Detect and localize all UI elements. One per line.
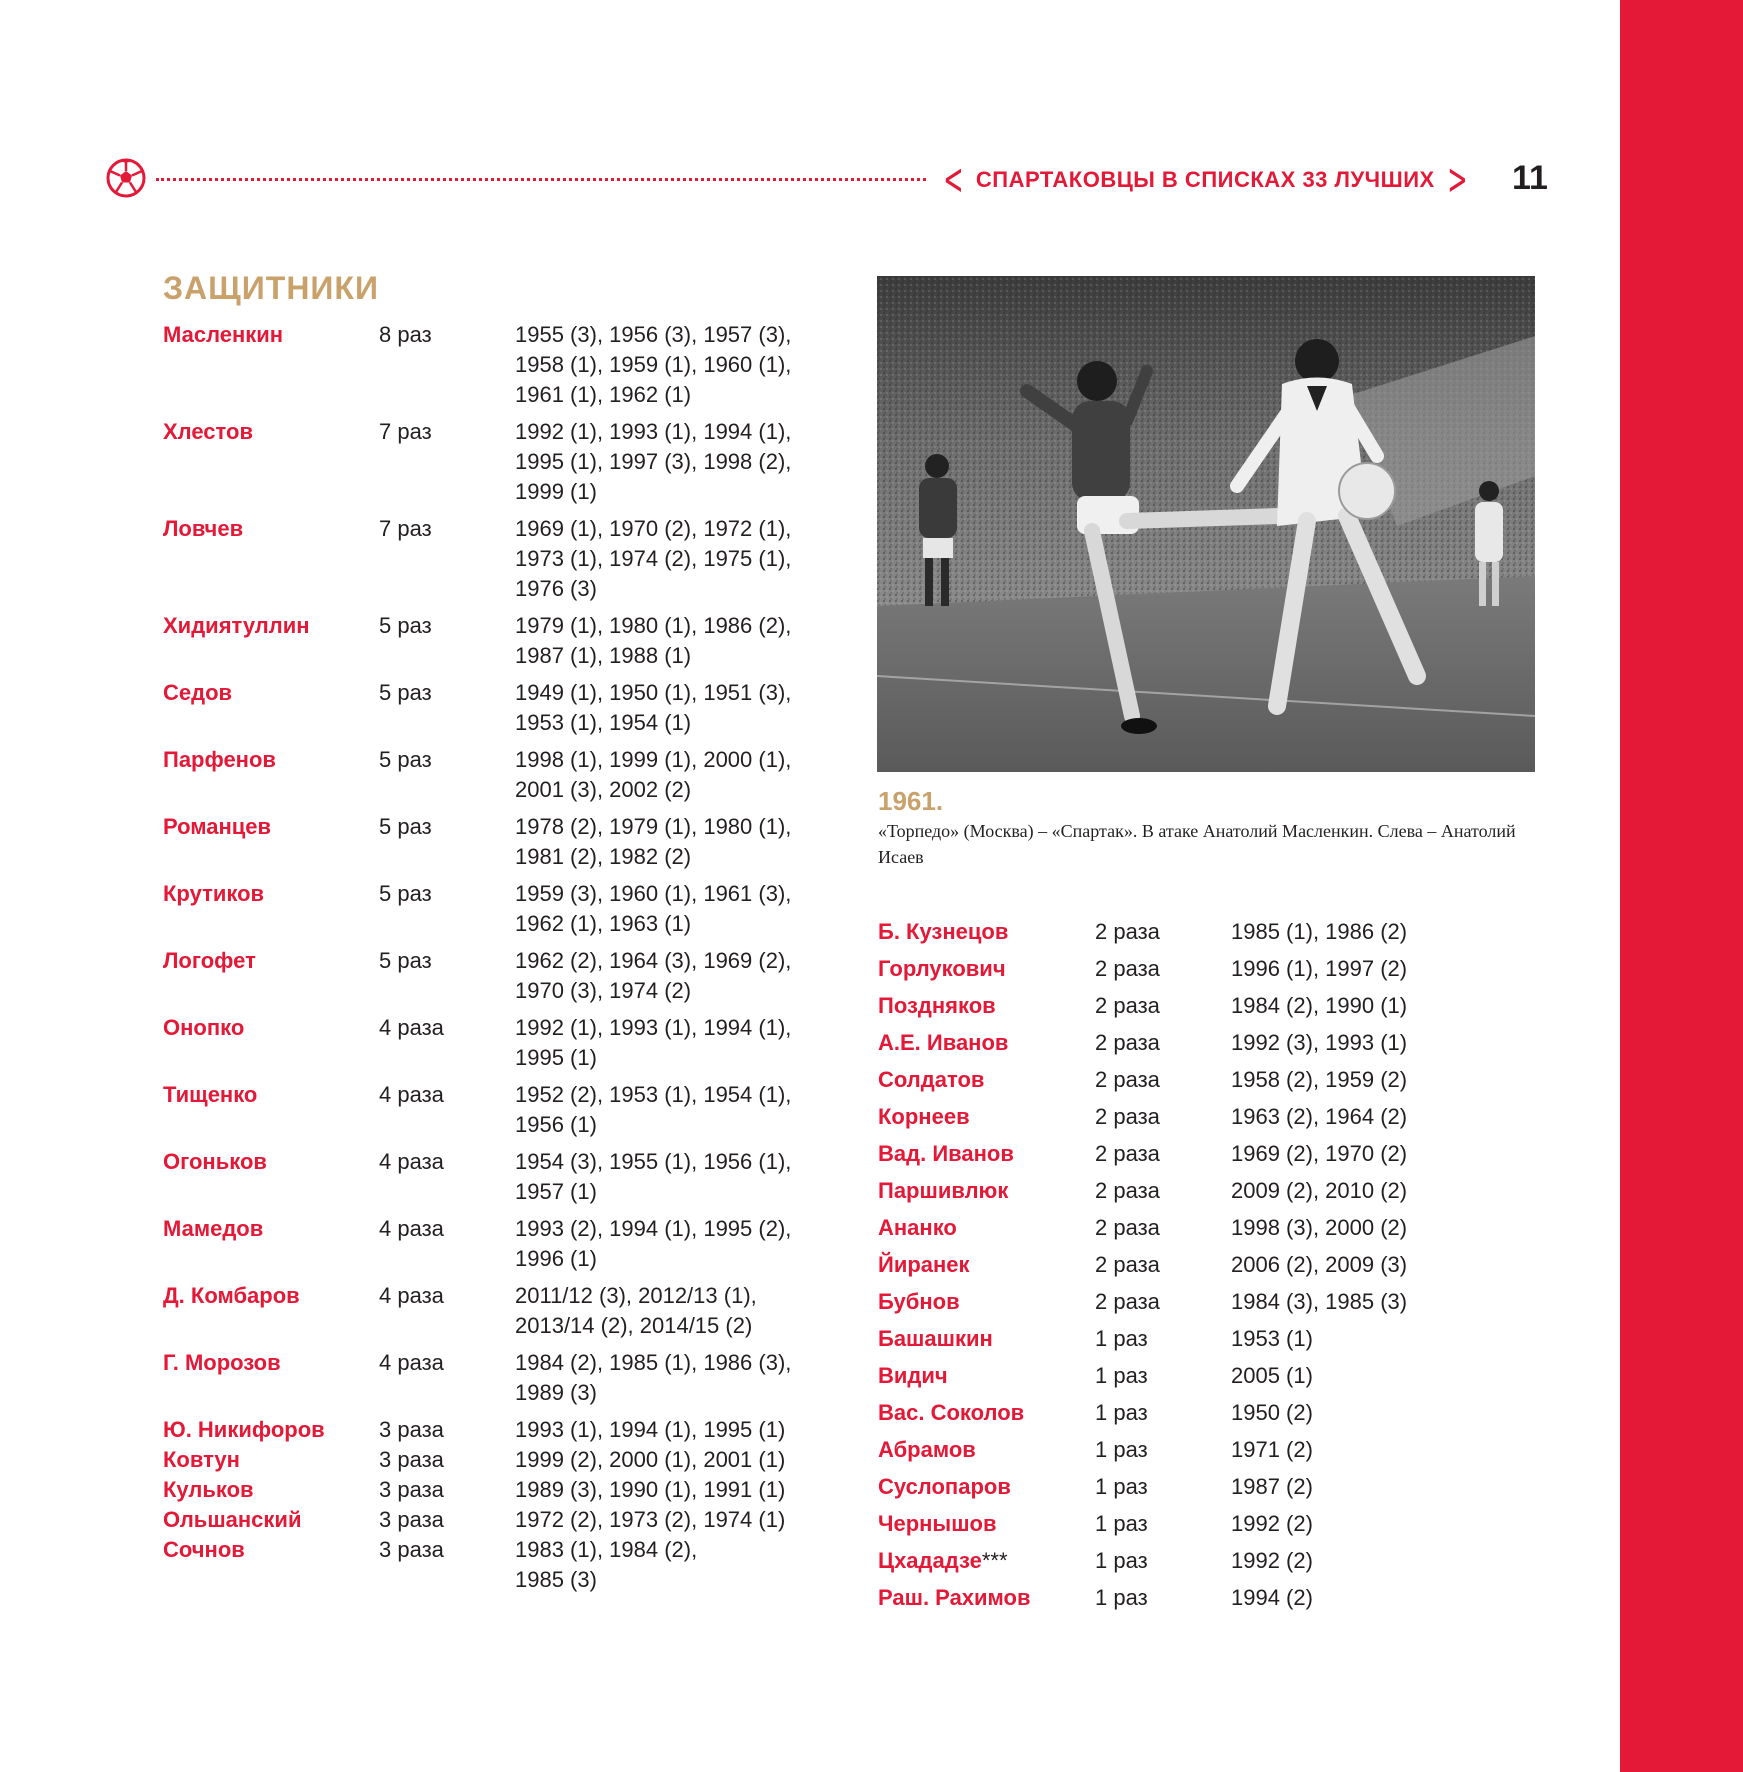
selection-count: 1 раз [1095, 1474, 1148, 1499]
selection-years: 1985 (1), 1986 (2) [1231, 919, 1408, 944]
player-name [878, 913, 1095, 950]
selection-years: 1992 (3), 1993 (1) [1231, 1030, 1408, 1055]
footnote-mark: *** [981, 1548, 1008, 1573]
selection-years [515, 1147, 823, 1207]
years-line: 1949 (1), 1950 (1), 1951 (3), [515, 680, 792, 705]
selection-count: 1 раз [1095, 1437, 1148, 1462]
player-name [878, 950, 1095, 987]
player-row [878, 1172, 1498, 1209]
years-line: 1981 (2), 1982 (2) [515, 844, 692, 869]
years-line: 1954 (3), 1955 (1), 1956 (1), [515, 1149, 792, 1174]
photo-caption-text: «Торпедо» (Москва) – «Спартак». В атаке Анатолий Масленкин. Слева – Анатолий Исаев [878, 821, 1516, 867]
player-row [878, 1431, 1498, 1468]
player-name [878, 1209, 1095, 1246]
player-row [878, 987, 1498, 1024]
selection-years: 1953 (1) [1231, 1326, 1313, 1351]
selection-count: 2 раза [1095, 1104, 1160, 1129]
years-line: 1989 (3), 1990 (1), 1991 (1) [515, 1477, 786, 1502]
years-line: 1983 (1), 1984 (2), [515, 1537, 698, 1562]
selection-years [515, 514, 823, 604]
selection-years [515, 1535, 823, 1595]
years-line: 1987 (1), 1988 (1) [515, 643, 692, 668]
player-name-text: Б. Кузнецов [878, 919, 1009, 944]
selection-count: 7 раз [379, 516, 432, 541]
selection-years: 1950 (2) [1231, 1400, 1313, 1425]
player-row [163, 1281, 823, 1341]
years-line: 1956 (1) [515, 1112, 597, 1137]
player-row [163, 1535, 823, 1595]
player-name: Логофет [163, 948, 256, 973]
player-row [163, 1348, 823, 1408]
selection-count: 4 раза [379, 1149, 444, 1174]
player-name [878, 987, 1095, 1024]
selection-years [515, 1415, 823, 1445]
selection-years: 1987 (2) [1231, 1474, 1313, 1499]
selection-years [515, 611, 823, 671]
player-name [878, 1505, 1095, 1542]
player-name: Хидиятуллин [163, 613, 310, 638]
selection-count: 5 раз [379, 613, 432, 638]
years-line: 1962 (1), 1963 (1) [515, 911, 692, 936]
player-name [878, 1579, 1095, 1616]
selection-count: 8 раз [379, 322, 432, 347]
selection-years: 2005 (1) [1231, 1363, 1313, 1388]
player-row [163, 611, 823, 671]
years-line: 1972 (2), 1973 (2), 1974 (1) [515, 1507, 786, 1532]
years-line: 1999 (2), 2000 (1), 2001 (1) [515, 1447, 786, 1472]
years-line: 2011/12 (3), 2012/13 (1), [515, 1283, 757, 1308]
player-name [878, 1098, 1095, 1135]
player-row [163, 1475, 823, 1505]
player-name: Крутиков [163, 881, 265, 906]
selection-years: 1984 (3), 1985 (3) [1231, 1289, 1408, 1314]
chevron-right-icon: > [1447, 154, 1468, 205]
selection-count: 2 раза [1095, 1252, 1160, 1277]
player-name: Огоньков [163, 1149, 267, 1174]
selection-years [515, 1281, 823, 1341]
player-row [878, 950, 1498, 987]
player-row [163, 1505, 823, 1535]
selection-years: 1996 (1), 1997 (2) [1231, 956, 1408, 981]
selection-years: 1984 (2), 1990 (1) [1231, 993, 1408, 1018]
player-name: Седов [163, 680, 233, 705]
years-line: 1955 (3), 1956 (3), 1957 (3), [515, 322, 792, 347]
player-row [878, 1468, 1498, 1505]
player-row [878, 1135, 1498, 1172]
player-row [878, 1024, 1498, 1061]
selection-count: 2 раза [1095, 956, 1160, 981]
selection-count: 2 раза [1095, 1178, 1160, 1203]
player-name-text: Горлукович [878, 956, 1006, 981]
selection-years [515, 1505, 823, 1535]
selection-count: 4 раза [379, 1082, 444, 1107]
player-name: Д. Комбаров [163, 1283, 300, 1308]
player-name: Кульков [163, 1477, 254, 1502]
player-name: Масленкин [163, 322, 284, 347]
selection-count: 2 раза [1095, 1215, 1160, 1240]
years-line: 1979 (1), 1980 (1), 1986 (2), [515, 613, 792, 638]
selection-years [515, 320, 823, 410]
selection-count: 1 раз [1095, 1363, 1148, 1388]
years-line: 1985 (3) [515, 1567, 597, 1592]
years-line: 2013/14 (2), 2014/15 (2) [515, 1313, 753, 1338]
player-name: Ю. Никифоров [163, 1417, 325, 1442]
player-name-text: Абрамов [878, 1437, 976, 1462]
selection-count: 5 раз [379, 747, 432, 772]
player-name [878, 1283, 1095, 1320]
running-title-text: СПАРТАКОВЦЫ В СПИСКАХ 33 ЛУЧШИХ [975, 167, 1435, 192]
selection-years: 1969 (2), 1970 (2) [1231, 1141, 1408, 1166]
selection-count: 3 раза [379, 1507, 444, 1532]
player-row [878, 913, 1498, 950]
player-name [878, 1320, 1095, 1357]
player-name-text: Солдатов [878, 1067, 985, 1092]
selection-count: 5 раз [379, 680, 432, 705]
player-name: Ловчев [163, 516, 244, 541]
match-photo [877, 276, 1535, 772]
selection-count: 4 раза [379, 1216, 444, 1241]
player-name-text: Видич [878, 1363, 948, 1388]
selection-count: 4 раза [379, 1015, 444, 1040]
years-line: 1984 (2), 1985 (1), 1986 (3), [515, 1350, 792, 1375]
selection-count: 5 раз [379, 948, 432, 973]
selection-count: 5 раз [379, 814, 432, 839]
years-line: 1995 (1), 1997 (3), 1998 (2), [515, 449, 792, 474]
player-name: Сочнов [163, 1537, 245, 1562]
selection-years [515, 1214, 823, 1274]
player-row [163, 745, 823, 805]
player-name [878, 1542, 1095, 1579]
player-name-text: Раш. Рахимов [878, 1585, 1031, 1610]
player-row [163, 678, 823, 738]
selection-years [515, 1445, 823, 1475]
player-name [878, 1431, 1095, 1468]
player-name-text: Поздняков [878, 993, 996, 1018]
selection-years [515, 678, 823, 738]
player-name-text: Паршивлюк [878, 1178, 1009, 1203]
chevron-left-icon: < [943, 154, 964, 205]
player-name [878, 1357, 1095, 1394]
selection-count: 2 раза [1095, 1067, 1160, 1092]
player-row [163, 417, 823, 507]
player-name: Мамедов [163, 1216, 264, 1241]
player-name [878, 1468, 1095, 1505]
selection-count: 1 раз [1095, 1400, 1148, 1425]
player-name: Г. Морозов [163, 1350, 281, 1375]
player-row [163, 1080, 823, 1140]
selection-years: 1971 (2) [1231, 1437, 1313, 1462]
player-name [878, 1024, 1095, 1061]
player-name: Онопко [163, 1015, 245, 1040]
player-name: Ковтун [163, 1447, 240, 1472]
selection-count: 1 раз [1095, 1585, 1148, 1610]
section-title: ЗАЩИТНИКИ [163, 270, 379, 306]
selection-count: 2 раза [1095, 1141, 1160, 1166]
years-line: 1998 (1), 1999 (1), 2000 (1), [515, 747, 792, 772]
selection-years [515, 1475, 823, 1505]
selection-count: 5 раз [379, 881, 432, 906]
player-row [163, 879, 823, 939]
years-line: 1993 (2), 1994 (1), 1995 (2), [515, 1216, 792, 1241]
years-line: 2001 (3), 2002 (2) [515, 777, 692, 802]
years-line: 1957 (1) [515, 1179, 597, 1204]
years-line: 1978 (2), 1979 (1), 1980 (1), [515, 814, 792, 839]
selection-years: 1963 (2), 1964 (2) [1231, 1104, 1408, 1129]
player-row [163, 812, 823, 872]
player-name-text: Башашкин [878, 1326, 993, 1351]
player-row [878, 1283, 1498, 1320]
player-row [163, 514, 823, 604]
player-name: Ольшанский [163, 1507, 302, 1532]
years-line: 1962 (2), 1964 (3), 1969 (2), [515, 948, 792, 973]
selection-years: 2009 (2), 2010 (2) [1231, 1178, 1408, 1203]
player-row [878, 1209, 1498, 1246]
selection-years [515, 1348, 823, 1408]
player-name-text: Вас. Соколов [878, 1400, 1025, 1425]
player-name-text: Ананко [878, 1215, 957, 1240]
selection-years [515, 1080, 823, 1140]
player-name-text: А.Е. Иванов [878, 1030, 1009, 1055]
player-name: Тищенко [163, 1082, 258, 1107]
player-name: Парфенов [163, 747, 276, 772]
selection-count: 7 раз [379, 419, 432, 444]
player-row [163, 320, 823, 410]
header-dotted-rule [156, 178, 926, 181]
player-name [878, 1394, 1095, 1431]
player-name [878, 1061, 1095, 1098]
player-name-text: Корнеев [878, 1104, 970, 1129]
years-line: 1969 (1), 1970 (2), 1972 (1), [515, 516, 792, 541]
selection-years: 1992 (2) [1231, 1548, 1313, 1573]
selection-count: 2 раза [1095, 1289, 1160, 1314]
player-name-text: Цхададзе [878, 1548, 982, 1573]
player-row [878, 1061, 1498, 1098]
years-line: 1953 (1), 1954 (1) [515, 710, 692, 735]
years-line: 1959 (3), 1960 (1), 1961 (3), [515, 881, 792, 906]
selection-count: 3 раза [379, 1417, 444, 1442]
running-title [935, 154, 1476, 205]
player-name [878, 1246, 1095, 1283]
selection-count: 2 раза [1095, 1030, 1160, 1055]
selection-count: 2 раза [1095, 919, 1160, 944]
years-line: 1958 (1), 1959 (1), 1960 (1), [515, 352, 792, 377]
years-line: 1995 (1) [515, 1045, 597, 1070]
years-line: 1999 (1) [515, 479, 597, 504]
defenders-list-left [163, 320, 823, 1602]
player-name [878, 1135, 1095, 1172]
player-row [878, 1505, 1498, 1542]
selection-count: 3 раза [379, 1477, 444, 1502]
selection-count: 1 раз [1095, 1511, 1148, 1536]
player-row [878, 1320, 1498, 1357]
player-name-text: Йиранек [878, 1252, 970, 1277]
selection-years [515, 879, 823, 939]
defenders-list-right [878, 913, 1498, 1616]
player-name: Хлестов [163, 419, 253, 444]
years-line: 1992 (1), 1993 (1), 1994 (1), [515, 1015, 792, 1040]
years-line: 1989 (3) [515, 1380, 597, 1405]
player-row [163, 1013, 823, 1073]
selection-years: 1994 (2) [1231, 1585, 1313, 1610]
player-row [878, 1246, 1498, 1283]
selection-years: 1958 (2), 1959 (2) [1231, 1067, 1408, 1092]
selection-years [515, 417, 823, 507]
player-name-text: Суслопаров [878, 1474, 1011, 1499]
player-name-text: Бубнов [878, 1289, 960, 1314]
player-row [878, 1357, 1498, 1394]
player-row [878, 1098, 1498, 1135]
years-line: 1952 (2), 1953 (1), 1954 (1), [515, 1082, 792, 1107]
player-name [878, 1172, 1095, 1209]
page-number: 11 [1512, 159, 1548, 197]
years-line: 1992 (1), 1993 (1), 1994 (1), [515, 419, 792, 444]
years-line: 1996 (1) [515, 1246, 597, 1271]
years-line: 1973 (1), 1974 (2), 1975 (1), [515, 546, 792, 571]
selection-count: 1 раз [1095, 1326, 1148, 1351]
player-row [878, 1579, 1498, 1616]
selection-years: 1998 (3), 2000 (2) [1231, 1215, 1408, 1240]
selection-years [515, 812, 823, 872]
selection-count: 3 раза [379, 1537, 444, 1562]
photo-caption-year: 1961. [878, 786, 944, 816]
selection-years: 2006 (2), 2009 (3) [1231, 1252, 1408, 1277]
years-line: 1961 (1), 1962 (1) [515, 382, 692, 407]
selection-count: 4 раза [379, 1350, 444, 1375]
selection-count: 3 раза [379, 1447, 444, 1472]
player-row [163, 946, 823, 1006]
selection-years: 1992 (2) [1231, 1511, 1313, 1536]
player-row [878, 1394, 1498, 1431]
selection-count: 1 раз [1095, 1548, 1148, 1573]
player-name-text: Чернышов [878, 1511, 997, 1536]
player-row [163, 1415, 823, 1445]
soccer-ball-icon [106, 158, 146, 198]
selection-count: 2 раза [1095, 993, 1160, 1018]
years-line: 1970 (3), 1974 (2) [515, 978, 692, 1003]
years-line: 1976 (3) [515, 576, 597, 601]
player-row [878, 1542, 1498, 1579]
selection-years [515, 745, 823, 805]
player-row [163, 1214, 823, 1274]
player-row [163, 1147, 823, 1207]
red-side-bar [1620, 0, 1743, 1772]
years-line: 1993 (1), 1994 (1), 1995 (1) [515, 1417, 786, 1442]
player-row [163, 1445, 823, 1475]
selection-years [515, 946, 823, 1006]
player-name-text: Вад. Иванов [878, 1141, 1014, 1166]
selection-years [515, 1013, 823, 1073]
player-name: Романцев [163, 814, 272, 839]
selection-count: 4 раза [379, 1283, 444, 1308]
